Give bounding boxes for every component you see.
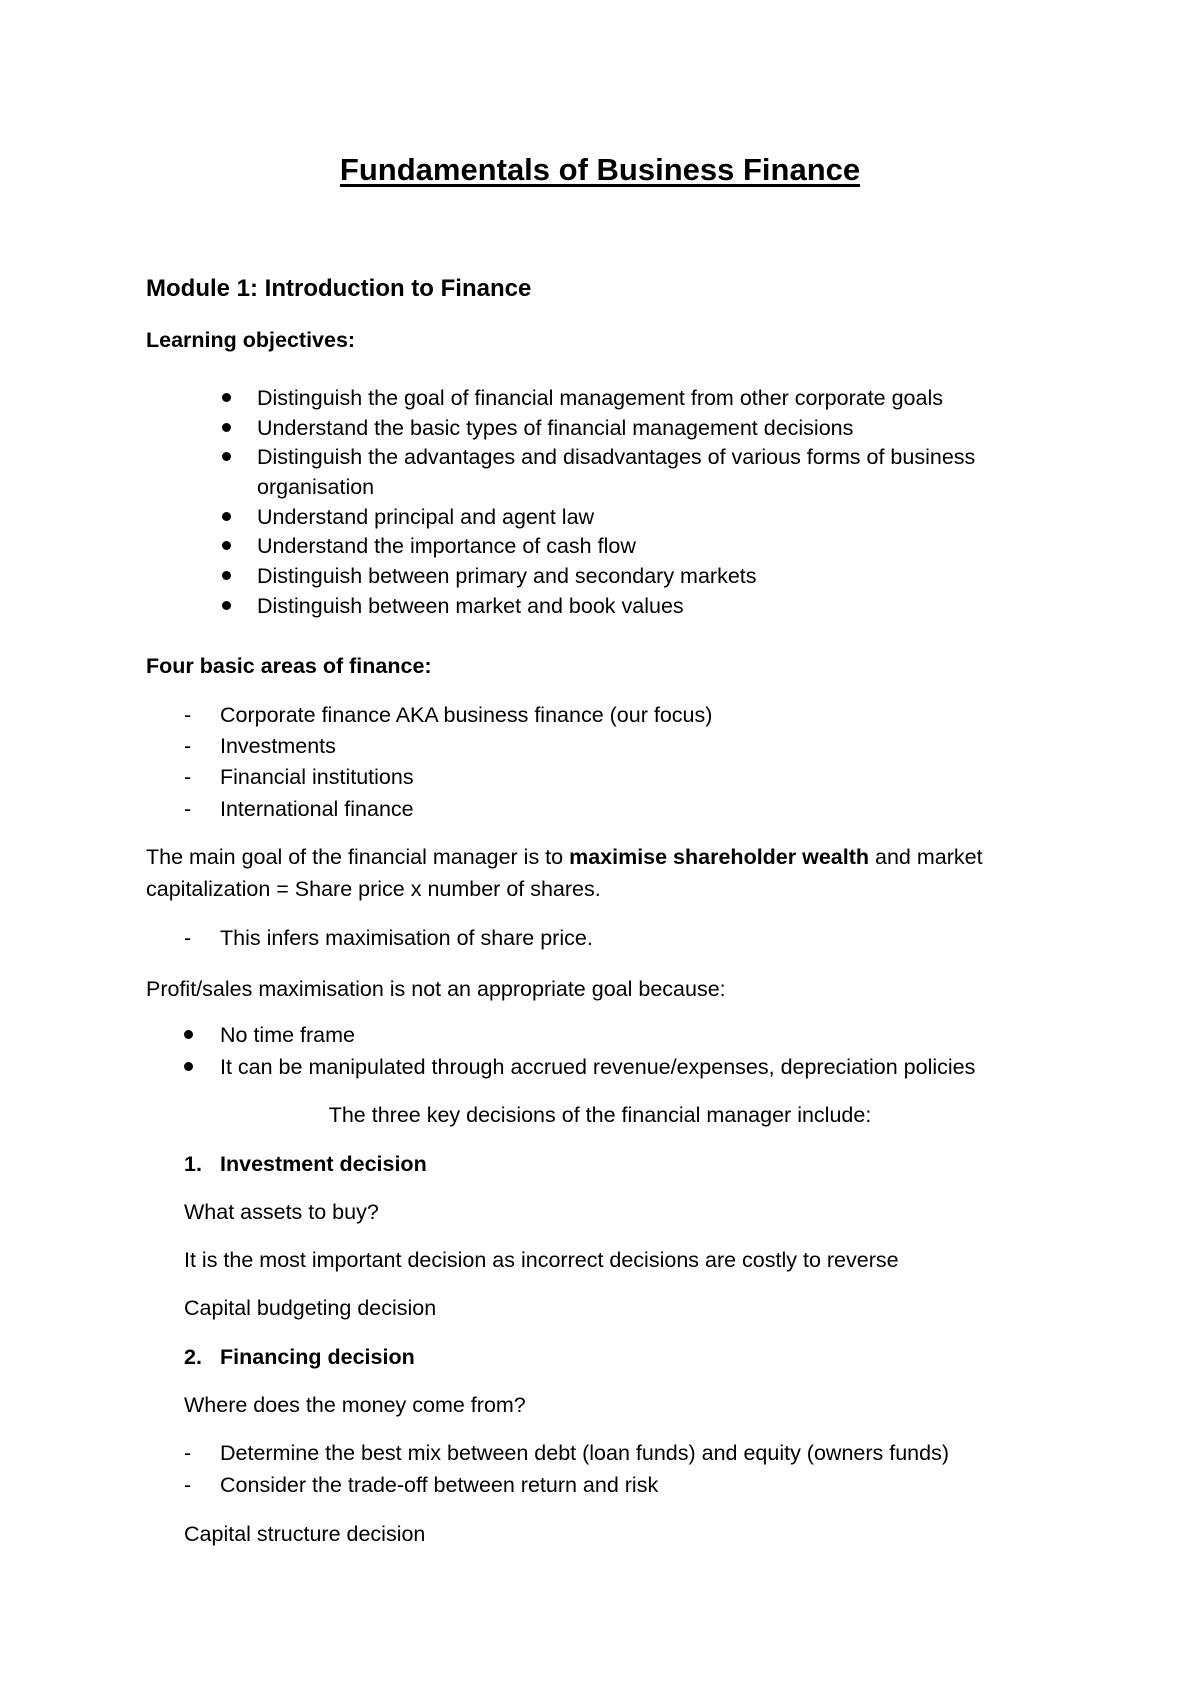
investment-question: What assets to buy?	[184, 1200, 379, 1224]
section-number: 2.	[184, 1345, 202, 1369]
investment-importance: It is the most important decision as incorrect decisions are costly to reverse	[184, 1248, 899, 1272]
dash-marker: -	[184, 1473, 192, 1497]
financing-heading: Financing decision	[220, 1345, 415, 1369]
learning-objectives-label: Learning objectives:	[146, 328, 356, 352]
dash-marker: -	[184, 765, 192, 789]
list-item: Distinguish the advantages and disadvantages of various forms of business	[257, 445, 976, 469]
dash-marker: -	[184, 926, 192, 950]
main-goal-suffix: and market	[869, 845, 983, 869]
list-item: No time frame	[220, 1023, 356, 1047]
bullet-icon	[222, 423, 231, 432]
list-item: Investments	[220, 734, 336, 758]
dash-marker: -	[184, 734, 192, 758]
investment-heading: Investment decision	[220, 1152, 427, 1176]
list-item: Financial institutions	[220, 765, 414, 789]
bullet-icon	[222, 541, 231, 550]
section-number: 1.	[184, 1152, 202, 1176]
document-title: Fundamentals of Business Finance	[339, 152, 861, 187]
share-price-note: This infers maximisation of share price.	[220, 926, 593, 950]
bullet-icon	[222, 452, 231, 461]
list-item: Distinguish between market and book values	[257, 594, 684, 618]
main-goal-line-2: capitalization = Share price x number of shares.	[146, 877, 601, 901]
list-item: Consider the trade-off between return and risk	[220, 1473, 659, 1497]
dash-marker: -	[184, 797, 192, 821]
list-item: Understand the basic types of financial management decisions	[257, 416, 854, 440]
dash-marker: -	[184, 1441, 192, 1465]
main-goal-prefix: The main goal of the financial manager is to	[146, 845, 570, 869]
investment-label: Capital budgeting decision	[184, 1296, 437, 1320]
dash-marker: -	[184, 703, 192, 727]
list-item: International finance	[220, 797, 414, 821]
financing-question: Where does the money come from?	[184, 1393, 526, 1417]
bullet-icon	[222, 393, 231, 402]
list-item: Understand the importance of cash flow	[257, 534, 636, 558]
bullet-icon	[222, 512, 231, 521]
financing-label: Capital structure decision	[184, 1522, 426, 1546]
main-goal-emphasis: maximise shareholder wealth	[569, 845, 870, 869]
list-item: Determine the best mix between debt (loan funds) and equity (owners funds)	[220, 1441, 950, 1465]
key-decisions-intro: The three key decisions of the financial manager include:	[328, 1103, 872, 1127]
main-goal-line-1	[146, 843, 983, 871]
list-item: Distinguish the goal of financial management from other corporate goals	[257, 386, 943, 410]
list-item: Corporate finance AKA business finance (our focus)	[220, 703, 713, 727]
list-item: It can be manipulated through accrued revenue/expenses, depreciation policies	[220, 1055, 976, 1079]
module-heading: Module 1: Introduction to Finance	[146, 275, 532, 302]
bullet-icon	[222, 571, 231, 580]
list-item: Distinguish between primary and secondary markets	[257, 564, 757, 588]
profit-label: Profit/sales maximisation is not an appropriate goal because:	[146, 977, 726, 1001]
list-item-continuation: organisation	[257, 475, 375, 499]
bullet-icon	[222, 601, 231, 610]
list-item: Understand principal and agent law	[257, 505, 595, 529]
bullet-icon	[184, 1030, 193, 1039]
four-areas-label: Four basic areas of finance:	[146, 654, 432, 678]
bullet-icon	[184, 1062, 193, 1071]
